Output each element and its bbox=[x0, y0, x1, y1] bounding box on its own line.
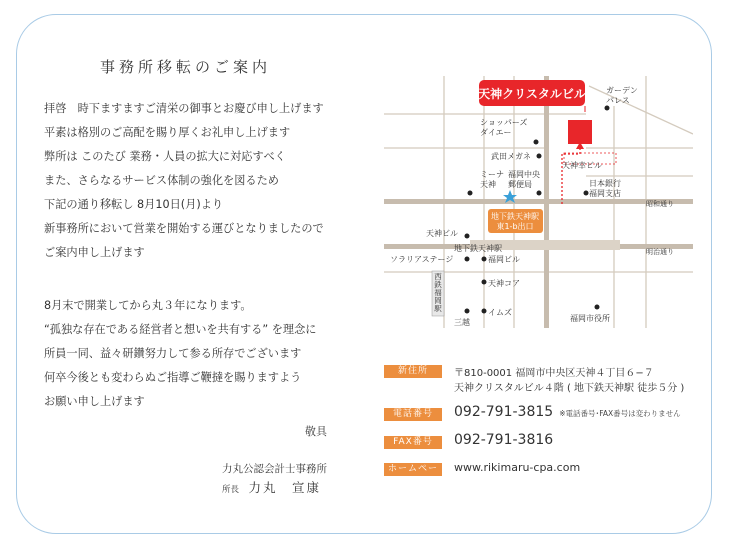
tenjin-core-label: 天神コア bbox=[488, 279, 520, 288]
phone-note: ※電話番号･FAX番号は変わりません bbox=[559, 409, 681, 418]
access-map bbox=[384, 76, 693, 328]
garden-label: ガーデン bbox=[606, 86, 638, 95]
shoppers-label: ショッパーズ bbox=[480, 118, 528, 127]
subway-label: 地下鉄天神駅 bbox=[454, 244, 502, 253]
tenjin-building-label: 天神ビル bbox=[426, 229, 458, 238]
post-office-label-1: 福岡中央 bbox=[508, 170, 540, 179]
website-link[interactable]: www.rikimaru-cpa.com bbox=[454, 461, 581, 474]
solaria-label: ソラリアステージ bbox=[390, 255, 454, 264]
phone-label: 電話番号 bbox=[384, 408, 442, 421]
tenjinsai-label: 天神幸ビル bbox=[562, 161, 602, 170]
letter-line: 新事務所において営業を開始する運びとなりましたので bbox=[44, 222, 324, 235]
takeda-label: 武田メガネ bbox=[491, 152, 531, 161]
website-label: ホームページ bbox=[384, 463, 442, 476]
mitsukoshi-label: 三越 bbox=[454, 318, 470, 327]
letter-line: お願い申し上げます bbox=[44, 395, 145, 408]
signature-block bbox=[222, 478, 321, 496]
phone-row bbox=[454, 404, 681, 420]
banner-label: 天神クリスタルビル bbox=[478, 87, 586, 101]
director-title: 所長 bbox=[222, 485, 240, 495]
letter-line: 8月末で開業してから丸３年になります。 bbox=[44, 299, 252, 312]
minna-label: ミーナ bbox=[480, 170, 504, 179]
letter-line: 下記の通り移転し 8月10日(月)より bbox=[44, 198, 224, 211]
meiji-dori-label: 明治通り bbox=[646, 248, 674, 256]
map-svg bbox=[384, 76, 693, 328]
boj-label-1: 日本銀行 bbox=[589, 179, 621, 188]
letter-line: 弊所は このたび 業務・人員の拡大に対応すべく bbox=[44, 150, 286, 163]
letter-line: 平素は格別のご高配を賜り厚くお礼申し上げます bbox=[44, 126, 291, 139]
post-office-label-2: 郵便局 bbox=[508, 180, 532, 189]
daiei-label: ダイエー bbox=[480, 128, 512, 137]
letter-line: ご案内申し上げます bbox=[44, 246, 145, 259]
nishitetsu-char: 西 bbox=[434, 272, 442, 281]
address-line-2: 天神クリスタルビル４階 ( 地下鉄天神駅 徒歩５分 ) bbox=[454, 383, 685, 394]
phone-number[interactable]: 092-791-3815 bbox=[454, 404, 554, 420]
fax-label: FAX番号 bbox=[384, 436, 442, 449]
nishitetsu-char: 駅 bbox=[434, 304, 442, 313]
city-hall-label: 福岡市役所 bbox=[570, 314, 610, 323]
fukuoka-building-label: 福岡ビル bbox=[488, 255, 520, 264]
nishitetsu-char: 岡 bbox=[434, 296, 442, 305]
nishitetsu-char: 福 bbox=[434, 288, 442, 297]
address-line-1: 〒810-0001 福岡市中央区天神４丁目６−７ bbox=[454, 368, 654, 379]
address-label: 新住所 bbox=[384, 365, 442, 378]
closing-text: 敬具 bbox=[305, 425, 327, 438]
nishitetsu-label bbox=[433, 272, 442, 313]
watanabe-dori-road bbox=[544, 76, 549, 328]
ims-label: イムズ bbox=[488, 308, 512, 317]
letter-line: 拝啓 時下ますますご清栄の御事とお慶び申し上げます bbox=[44, 102, 324, 115]
page-title: 事務所移転のご案内 bbox=[100, 58, 272, 76]
letter-line: 所員一同、益々研鑽努力して参る所存でございます bbox=[44, 347, 302, 360]
exit-label-line2: 東1-b出口 bbox=[496, 222, 534, 231]
letter-line: “孤独な存在である経営者と想いを共有する” を理念に bbox=[44, 323, 317, 336]
showa-dori-label: 昭和通り bbox=[646, 200, 674, 208]
fax-number: 092-791-3816 bbox=[454, 432, 554, 448]
letter-line: 何卒今後とも変わらぬご指導ご鞭撻を賜りますよう bbox=[44, 371, 302, 384]
exit-label-line1: 地下鉄天神駅 bbox=[491, 212, 539, 221]
nishitetsu-char: 鉄 bbox=[434, 280, 442, 289]
boj-label-2: 福岡支店 bbox=[589, 189, 621, 198]
letter-line: また、さらなるサービス体制の強化を図るため bbox=[44, 174, 279, 187]
palace-label: パレス bbox=[606, 96, 630, 105]
crystal-building-marker bbox=[568, 120, 592, 144]
director-name: 力丸 宣康 bbox=[248, 480, 322, 495]
tenjin-label: 天神 bbox=[480, 180, 496, 189]
firm-name: 力丸公認会計士事務所 bbox=[222, 463, 327, 475]
